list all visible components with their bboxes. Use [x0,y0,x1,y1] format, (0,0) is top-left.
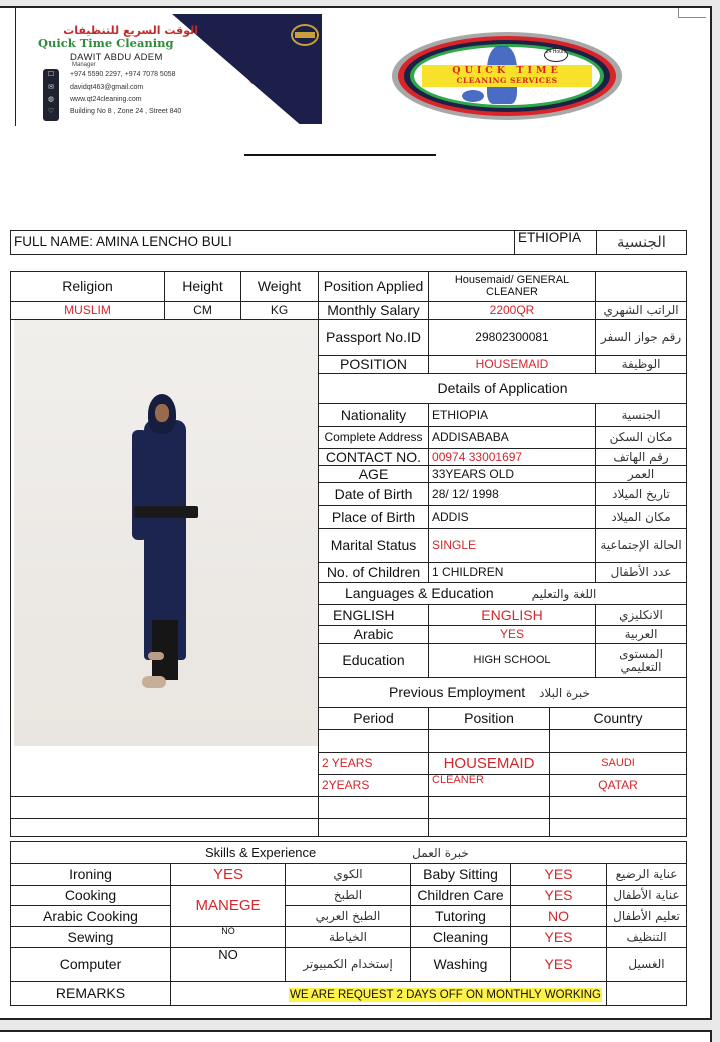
cooking-label: Cooking [11,886,171,906]
education-value: HIGH SCHOOL [429,644,596,678]
main-cv-table [10,271,687,837]
position-applied-value: Housemaid/ GENERAL CLEANER [429,272,596,302]
cleaning-label: Cleaning [411,927,511,948]
languages-title: Languages & Education [345,585,494,602]
remarks-cell [171,982,607,1006]
next-page-edge [0,1030,712,1042]
arabic-label: Arabic [319,626,429,644]
babysitting-label: Baby Sitting [411,864,511,886]
logo-line2: CLEANING SERVICES [456,76,558,85]
skills-table [10,841,687,1006]
emp-country-cell: QATAR [550,775,687,797]
cleaner-bucket-icon [462,90,484,102]
location-icon: ♡ [47,108,55,115]
address-ar: مكان السكن [596,427,687,449]
blank-cell [11,797,319,819]
computer-label: Computer [11,948,171,982]
washing-ar: الغسيل [607,948,687,982]
dob-ar: تاريخ الميلاد [596,483,687,506]
ironing-value: YES [171,864,286,886]
emp-period-cell [319,797,429,819]
dob-label: Date of Birth [319,483,429,506]
religion-header: Religion [11,272,165,302]
dob-value: 28/ 12/ 1998 [429,483,596,506]
pob-label: Place of Birth [319,506,429,529]
photo-cell [11,320,319,797]
sewing-ar: الخياطة [286,927,411,948]
logo-line1: QUICK TIME [452,65,562,76]
english-value: ENGLISH [429,605,596,626]
arabic-value: YES [429,626,596,644]
marital-value: SINGLE [429,529,596,563]
cleaning-value: YES [511,927,607,948]
empty-cell [596,272,687,302]
salary-label: Monthly Salary [319,302,429,320]
cooking-ar: الطبخ [286,886,411,906]
emp-position-cell: HOUSEMAID [429,753,550,775]
passport-ar-label: رقم جواز السفر [596,320,687,356]
emp-period-cell: 2 YEARS [319,753,429,775]
arabic-ar: العربية [596,626,687,644]
ironing-label: Ironing [11,864,171,886]
sewing-label: Sewing [11,927,171,948]
emp-country-cell [550,730,687,753]
nationality-value: ETHIOPIA [515,231,597,255]
english-label: ENGLISH [319,605,429,626]
nationality-label: Nationality [319,404,429,427]
phone-icon: ☐ [47,71,55,78]
pob-value: ADDIS [429,506,596,529]
emp-period-cell [319,730,429,753]
tutoring-ar: تعليم الأطفال [607,906,687,927]
age-value: 33YEARS OLD [429,466,596,483]
employment-title: Previous Employment [389,684,526,701]
height-header: Height [165,272,241,302]
cooking-value: MANEGE [171,886,286,927]
computer-value: NO [171,948,286,982]
ironing-ar: الكوي [286,864,411,886]
passport-label: Passport No.ID [319,320,429,356]
marital-ar: الحالة الإجتماعية [596,529,687,563]
babysitting-ar: عناية الرضيع [607,864,687,886]
page-corner-mark [678,8,706,18]
skills-title-ar: خبرة العمل [412,846,469,861]
nationality-detail-ar: الجنسية [596,404,687,427]
babysitting-value: YES [511,864,607,886]
tutoring-label: Tutoring [411,906,511,927]
emp-position-header: Position [429,708,550,730]
religion-value: MUSLIM [11,302,165,320]
card-email: davidqt463@gmail.com [70,84,144,91]
globe-icon: ◍ [47,96,55,103]
period-header: Period [319,708,429,730]
languages-title-ar: اللغة والتعليم [531,587,597,602]
skills-title: Skills & Experience [205,845,317,861]
emp-position-cell [429,819,550,837]
employment-title-ar: خبرة البلاد [539,686,590,701]
emp-period-cell [319,819,429,837]
washing-label: Washing [411,948,511,982]
contact-ar: رقم الهاتف [596,449,687,466]
name-table [10,230,687,255]
weight-value: KG [241,302,319,320]
height-value: CM [165,302,241,320]
childcare-ar: عناية الأطفال [607,886,687,906]
childcare-label: Children Care [411,886,511,906]
cleaning-ar: التنظيف [607,927,687,948]
address-value: ADDISABABA [429,427,596,449]
card-person-name: DAWIT ABDU ADEM [70,52,163,63]
children-label: No. of Children [319,563,429,583]
skills-title-cell [11,842,687,864]
arabic-cooking-ar: الطبخ العربي [286,906,411,927]
salary-value: 2200QR [429,302,596,320]
nationality-detail-value: ETHIOPIA [429,404,596,427]
mail-icon: ✉ [48,84,54,91]
country-header: Country [550,708,687,730]
childcare-value: YES [511,886,607,906]
card-address: Building No 8 , Zone 24 , Street 840 [70,108,182,115]
emp-period-cell: 2YEARS [319,775,429,797]
children-value: 1 CHILDREN [429,563,596,583]
weight-header: Weight [241,272,319,302]
emp-position-cell [429,797,550,819]
education-label: Education [319,644,429,678]
position-label: POSITION [319,356,429,374]
company-logo [392,32,622,120]
computer-ar: إستخدام الكمبيوتر [286,948,411,982]
company-badge-icon [291,24,319,46]
emp-country-cell [550,819,687,837]
card-phone: +974 5590 2297, +974 7078 5058 [70,71,176,78]
sewing-value: NO [171,927,286,948]
tutoring-value: NO [511,906,607,927]
passport-value: 29802300081 [429,320,596,356]
emp-country-cell: SAUDI [550,753,687,775]
application-title: Details of Application [319,374,687,404]
position-ar-label: الوظيفة [596,356,687,374]
age-label: AGE [319,466,429,483]
emp-country-cell [550,797,687,819]
employment-title-cell [319,678,687,708]
address-label: Complete Address [319,427,429,449]
education-ar: المستوى التعليمي [596,644,687,678]
washing-value: YES [511,948,607,982]
english-ar: الانكليزي [596,605,687,626]
remarks-value: WE ARE REQUEST 2 DAYS OFF ON MONTHLY WORKING [290,988,601,1001]
children-ar: عدد الأطفال [596,563,687,583]
card-arabic-title: الوقت السريع للتنظيفات [63,24,198,37]
marital-label: Marital Status [319,529,429,563]
position-value: HOUSEMAID [429,356,596,374]
nationality-ar-label: الجنسية [597,231,687,255]
remarks-label: REMARKS [11,982,171,1006]
card-person-role: Manager [72,62,96,68]
languages-title-cell [319,583,687,605]
position-applied-header: Position Applied [319,272,429,302]
pob-ar: مكان الميلاد [596,506,687,529]
remarks-empty-cell [607,982,687,1006]
card-website: www.qt24cleaning.com [70,96,142,103]
emp-position-cell: CLEANER [429,775,550,797]
blank-cell [11,819,319,837]
age-ar: العمر [596,466,687,483]
arabic-cooking-label: Arabic Cooking [11,906,171,927]
emp-position-cell [429,730,550,753]
contact-label: CONTACT NO. [319,449,429,466]
salary-ar-label: الراتب الشهري [596,302,687,320]
contact-value: 00974 33001697 [429,449,596,466]
business-card [16,14,322,124]
24-hours-badge: 24 Hours [544,48,568,62]
title-underline [244,154,436,156]
card-english-title: Quick Time Cleaning [38,36,174,50]
full-name: FULL NAME: AMINA LENCHO BULI [11,231,515,255]
